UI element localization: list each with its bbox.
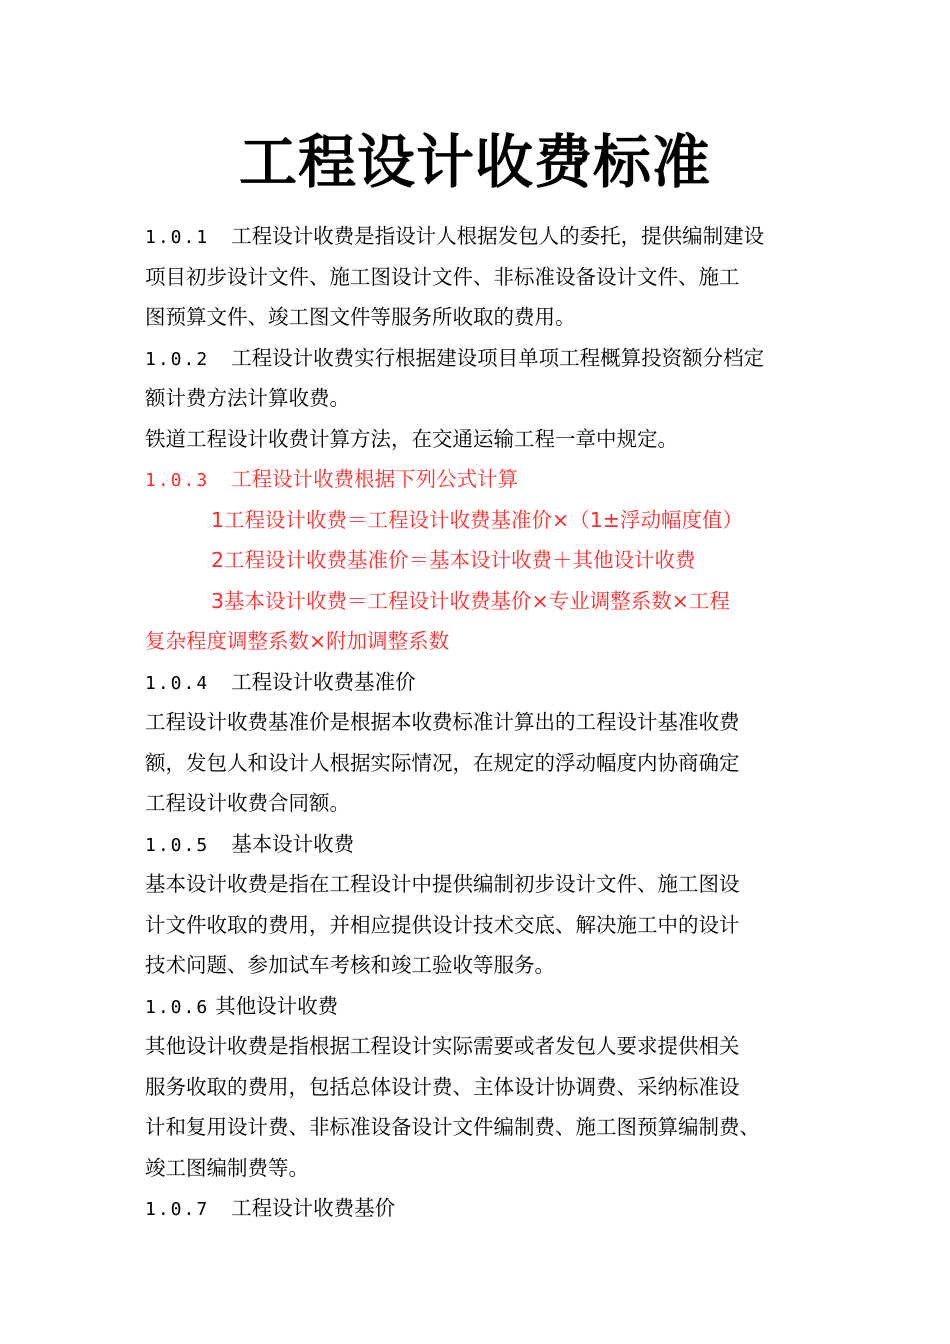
section-heading: 其他设计收费 — [215, 993, 339, 1018]
section-1-0-2-line-3: 铁道工程设计收费计算方法，在交通运输工程一章中规定。 — [145, 426, 678, 451]
section-1-0-6-line-4: 竣工图编制费等。 — [145, 1155, 309, 1180]
section-number: 1.0.2 — [145, 348, 210, 370]
section-1-0-5-heading — [145, 824, 815, 865]
section-1-0-6-line-2: 服务收取的费用，包括总体设计费、主体设计协调费、采纳标准设 — [145, 1074, 740, 1099]
section-1-0-6-heading — [145, 986, 815, 1027]
section-1-0-3-line-1 — [145, 459, 815, 500]
section-1-0-4-line-1: 工程设计收费基准价是根据本收费标准计算出的工程设计基准收费 — [145, 710, 740, 734]
section-1-0-6-line-3: 计和复用设计费、非标准设备设计文件编制费、施工图预算编制费、 — [145, 1115, 760, 1139]
document-title: 工程设计收费标准 — [238, 128, 711, 196]
formula-3-continued: 复杂程度调整系数×附加调整系数 — [145, 629, 450, 653]
document-body — [145, 216, 815, 1229]
section-1-0-2-line-1 — [145, 338, 815, 379]
section-1-0-5-line-1: 基本设计收费是指在工程设计中提供编制初步设计文件、施工图设 — [145, 872, 740, 896]
section-heading: 工程设计收费基准价 — [231, 669, 416, 694]
section-1-0-1-line-3: 图预算文件、竣工图文件等服务所收取的费用。 — [145, 305, 576, 329]
section-number: 1.0.1 — [145, 227, 210, 248]
formula-2: 2工程设计收费基准价＝基本设计收费＋其他设计收费 — [211, 548, 696, 572]
section-1-0-6-line-1: 其他设计收费是指根据工程设计实际需要或者发包人要求提供相关 — [145, 1034, 740, 1058]
section-number: 1.0.5 — [145, 834, 210, 856]
paragraph-text: 工程设计收费实行根据建设项目单项工程概算投资额分档定 — [231, 345, 765, 370]
section-heading: 基本设计收费 — [231, 831, 355, 856]
section-number: 1.0.7 — [145, 1199, 210, 1220]
section-1-0-4-line-2: 额，发包人和设计人根据实际情况，在规定的浮动幅度内协商确定 — [145, 750, 740, 775]
section-1-0-7-heading — [145, 1188, 815, 1229]
paragraph-text: 工程设计收费根据下列公式计算 — [231, 467, 519, 491]
section-1-0-2-line-2: 额计费方法计算收费。 — [145, 386, 350, 410]
section-1-0-5-line-2: 计文件收取的费用，并相应提供设计技术交底、解决施工中的设计 — [145, 912, 740, 937]
paragraph-text: 工程设计收费是指设计人根据发包人的委托，提供编制建设 — [231, 224, 765, 248]
section-1-0-4-line-3: 工程设计收费合同额。 — [145, 791, 350, 815]
section-1-0-1-line-2: 项目初步设计文件、施工图设计文件、非标准设备设计文件、施工 — [145, 264, 740, 289]
section-number: 1.0.4 — [145, 672, 210, 694]
section-heading: 工程设计收费基价 — [231, 1196, 396, 1220]
section-number: 1.0.6 — [145, 996, 210, 1018]
section-1-0-4-heading — [145, 662, 815, 703]
section-number: 1.0.3 — [145, 470, 210, 491]
section-1-0-1-line-1 — [145, 216, 815, 257]
formula-1: 1工程设计收费＝工程设计收费基准价×（1±浮动幅度值） — [211, 507, 743, 532]
formula-3: 3基本设计收费＝工程设计收费基价×专业调整系数×工程 — [211, 588, 730, 613]
section-1-0-5-line-3: 技术问题、参加试车考核和竣工验收等服务。 — [145, 953, 555, 977]
